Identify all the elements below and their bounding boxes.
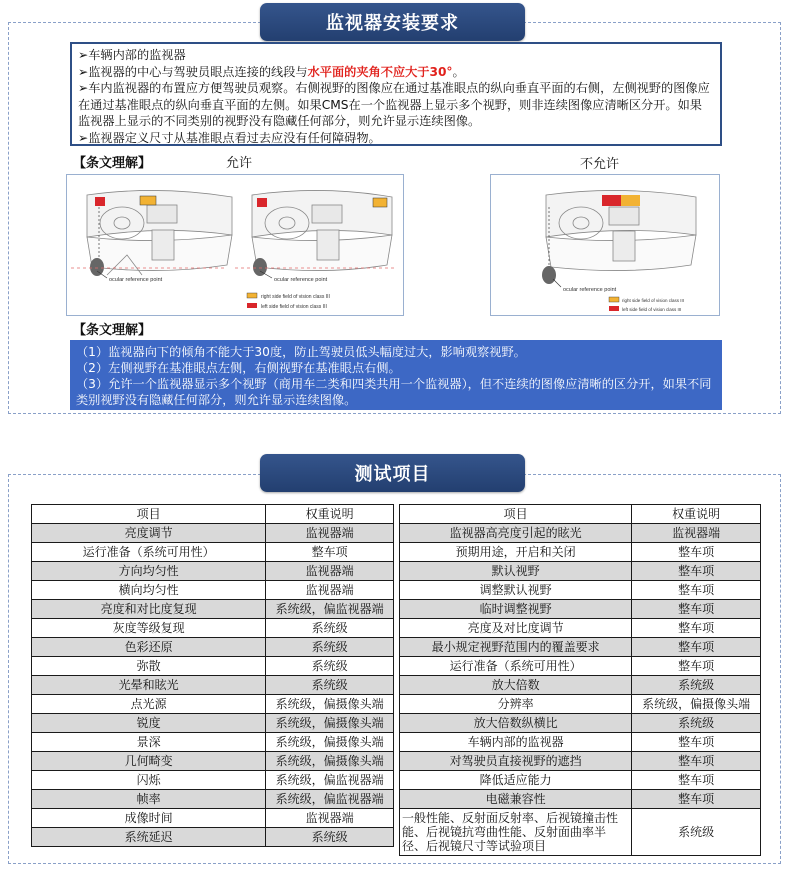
item-cell: 成像时间 — [32, 809, 266, 828]
header-weight: 权重说明 — [632, 505, 761, 524]
table-row — [32, 600, 394, 619]
item-cell: 灰度等级复现 — [32, 619, 266, 638]
weight-cell: 整车项 — [632, 543, 761, 562]
interpretation-label-1: 【条文理解】 — [73, 156, 152, 171]
weight-cell: 监视器端 — [266, 524, 394, 543]
weight-cell: 整车项 — [632, 790, 761, 809]
table-row — [400, 619, 761, 638]
left-field-marker-3 — [602, 195, 621, 206]
item-cell: 放大倍数纵横比 — [400, 714, 632, 733]
legend-left-2: left side field of vision class III — [622, 307, 682, 312]
left-field-marker-2 — [257, 198, 267, 207]
item-cell: 运行准备（系统可用性） — [32, 543, 266, 562]
item-cell: 车辆内部的监视器 — [400, 733, 632, 752]
table-row — [400, 638, 761, 657]
weight-cell: 系统级，偏监视器端 — [266, 600, 394, 619]
req-line-2a: ➢监视器的中心与驾驶员眼点连接的线段与 — [78, 64, 308, 79]
table-row — [32, 619, 394, 638]
item-cell: 亮度和对比度复现 — [32, 600, 266, 619]
left-field-marker-1 — [95, 197, 105, 206]
ocular-label-1: ocular reference point — [109, 277, 163, 283]
interp-line-2: （2）左侧视野在基准眼点左侧，右侧视野在基准眼点右侧。 — [76, 361, 401, 375]
table-row — [32, 695, 394, 714]
table-row — [400, 562, 761, 581]
weight-cell: 监视器端 — [266, 562, 394, 581]
item-cell: 电磁兼容性 — [400, 790, 632, 809]
section-title-test-items: 测试项目 — [260, 454, 525, 492]
header-item: 项目 — [400, 505, 632, 524]
table-row — [32, 828, 394, 847]
table-row — [400, 543, 761, 562]
header-item: 项目 — [32, 505, 266, 524]
interpretation-label-2: 【条文理解】 — [73, 323, 152, 338]
item-cell: 一般性能、反射面反射率、后视镜撞击性能、后视镜抗弯曲性能、反射面曲率半径、后视镜尺寸等试验项目 — [400, 809, 632, 856]
item-cell: 临时调整视野 — [400, 600, 632, 619]
table-row — [400, 790, 761, 809]
req-line-4: ➢监视器定义尺寸从基准眼点看过去应没有任何障碍物。 — [78, 130, 381, 145]
table-row — [400, 771, 761, 790]
weight-cell: 整车项 — [632, 752, 761, 771]
table-row — [32, 562, 394, 581]
item-cell: 最小规定视野范围内的覆盖要求 — [400, 638, 632, 657]
item-cell: 亮度及对比度调节 — [400, 619, 632, 638]
weight-cell: 系统级 — [266, 619, 394, 638]
right-field-marker-1 — [140, 196, 156, 205]
req-line-1: ➢车辆内部的监视器 — [78, 48, 186, 62]
table-row — [400, 752, 761, 771]
table-row — [400, 676, 761, 695]
item-cell: 系统延迟 — [32, 828, 266, 847]
table-row — [32, 638, 394, 657]
item-cell: 亮度调节 — [32, 524, 266, 543]
table-row — [32, 790, 394, 809]
item-cell: 横向均匀性 — [32, 581, 266, 600]
item-cell: 几何畸变 — [32, 752, 266, 771]
req-line-3: ➢车内监视器的布置应方便驾驶员观察。右侧视野的图像应在通过基准眼点的纵向垂直平面的右侧，左侧视野的图像应在通过基准眼点的纵向垂直平面的左侧。如果CMS在一个监视器上显示多个视野，则非连续图像应清晰区分开。如果监视器上显示的不同类别的视野没有隐藏任何部分，则允许显示连续图像。 — [78, 81, 710, 128]
table-row — [32, 657, 394, 676]
weight-cell: 整车项 — [632, 619, 761, 638]
req-highlight-angle: 水平面的夹角不应大于30° — [307, 64, 453, 79]
table-row — [32, 771, 394, 790]
weight-cell: 系统级 — [632, 676, 761, 695]
item-cell: 预期用途，开启和关闭 — [400, 543, 632, 562]
item-cell: 景深 — [32, 733, 266, 752]
test-items-table-right — [399, 504, 761, 856]
weight-cell: 整车项 — [632, 733, 761, 752]
ocular-point-3 — [542, 266, 556, 284]
not-allowed-label: 不允许 — [580, 157, 620, 172]
weight-cell: 整车项 — [266, 543, 394, 562]
interp-line-3: （3）允许一个监视器显示多个视野（商用车二类和四类共用一个监视器），但不连续的图像应清晰的区分开，如果不同类别视野没有隐藏任何部分，则允许显示连续图像。 — [76, 377, 712, 407]
dashboard-drawing-1 — [87, 190, 232, 275]
weight-cell: 整车项 — [632, 771, 761, 790]
right-field-marker-3 — [621, 195, 640, 206]
weight-cell: 系统级 — [266, 676, 394, 695]
legend-left-1: left side field of vision class III — [261, 304, 327, 310]
item-cell: 光晕和眩光 — [32, 676, 266, 695]
item-cell: 分辨率 — [400, 695, 632, 714]
allowed-figure — [66, 174, 404, 316]
table-row — [400, 524, 761, 543]
weight-cell: 系统级 — [266, 638, 394, 657]
item-cell: 锐度 — [32, 714, 266, 733]
weight-cell: 系统级，偏监视器端 — [266, 771, 394, 790]
item-cell: 帧率 — [32, 790, 266, 809]
item-cell: 运行准备（系统可用性） — [400, 657, 632, 676]
interpretation-box — [70, 340, 722, 410]
right-field-marker-2 — [373, 198, 387, 207]
table-row — [400, 695, 761, 714]
ocular-point-2 — [253, 258, 267, 276]
table-row — [400, 733, 761, 752]
legend-right-2: right side field of vision class III — [622, 298, 685, 303]
item-cell: 放大倍数 — [400, 676, 632, 695]
table-row — [32, 809, 394, 828]
weight-cell: 监视器端 — [266, 809, 394, 828]
table-row — [400, 809, 761, 856]
table-row — [32, 676, 394, 695]
weight-cell: 监视器端 — [632, 524, 761, 543]
table-row — [32, 752, 394, 771]
table-row — [32, 524, 394, 543]
legend-right-1: right side field of vision class III — [261, 294, 330, 300]
weight-cell: 系统级，偏摄像头端 — [266, 733, 394, 752]
req-line-2 — [78, 64, 714, 81]
item-cell: 点光源 — [32, 695, 266, 714]
requirements-box — [70, 42, 722, 146]
item-cell: 监视器高亮度引起的眩光 — [400, 524, 632, 543]
table-row — [32, 581, 394, 600]
table-row — [400, 600, 761, 619]
table-row — [32, 733, 394, 752]
header-weight: 权重说明 — [266, 505, 394, 524]
table-row — [400, 714, 761, 733]
dashboard-drawing-2 — [252, 190, 392, 270]
item-cell: 方向均匀性 — [32, 562, 266, 581]
weight-cell: 整车项 — [632, 638, 761, 657]
weight-cell: 整车项 — [632, 657, 761, 676]
weight-cell: 系统级 — [632, 714, 761, 733]
ocular-label-3: ocular reference point — [563, 287, 617, 293]
section-title-install: 监视器安装要求 — [260, 3, 525, 41]
weight-cell: 系统级 — [266, 657, 394, 676]
weight-cell: 系统级，偏摄像头端 — [266, 695, 394, 714]
table-row — [400, 657, 761, 676]
table-row — [32, 714, 394, 733]
item-cell: 降低适应能力 — [400, 771, 632, 790]
table-row — [32, 543, 394, 562]
item-cell: 闪烁 — [32, 771, 266, 790]
weight-cell: 系统级，偏摄像头端 — [266, 752, 394, 771]
req-line-2b: 。 — [452, 64, 465, 79]
not-allowed-figure — [490, 174, 720, 316]
item-cell: 对驾驶员直接视野的遮挡 — [400, 752, 632, 771]
item-cell: 调整默认视野 — [400, 581, 632, 600]
weight-cell: 系统级 — [266, 828, 394, 847]
weight-cell: 整车项 — [632, 600, 761, 619]
test-items-table-left — [31, 504, 394, 847]
table-row — [400, 581, 761, 600]
interp-line-1: （1）监视器向下的倾角不能大于30度，防止驾驶员低头幅度过大，影响观察视野。 — [76, 345, 526, 359]
allowed-label: 允许 — [226, 156, 253, 171]
item-cell: 默认视野 — [400, 562, 632, 581]
weight-cell: 监视器端 — [266, 581, 394, 600]
ocular-label-2: ocular reference point — [274, 277, 328, 283]
ocular-point-1 — [90, 258, 104, 276]
not-allowed-dashboard-illustration — [491, 175, 719, 315]
allowed-dashboard-illustration — [67, 175, 403, 315]
weight-cell: 系统级，偏摄像头端 — [266, 714, 394, 733]
weight-cell: 系统级 — [632, 809, 761, 856]
item-cell: 色彩还原 — [32, 638, 266, 657]
weight-cell: 系统级，偏监视器端 — [266, 790, 394, 809]
item-cell: 弥散 — [32, 657, 266, 676]
weight-cell: 系统级，偏摄像头端 — [632, 695, 761, 714]
weight-cell: 整车项 — [632, 562, 761, 581]
weight-cell: 整车项 — [632, 581, 761, 600]
